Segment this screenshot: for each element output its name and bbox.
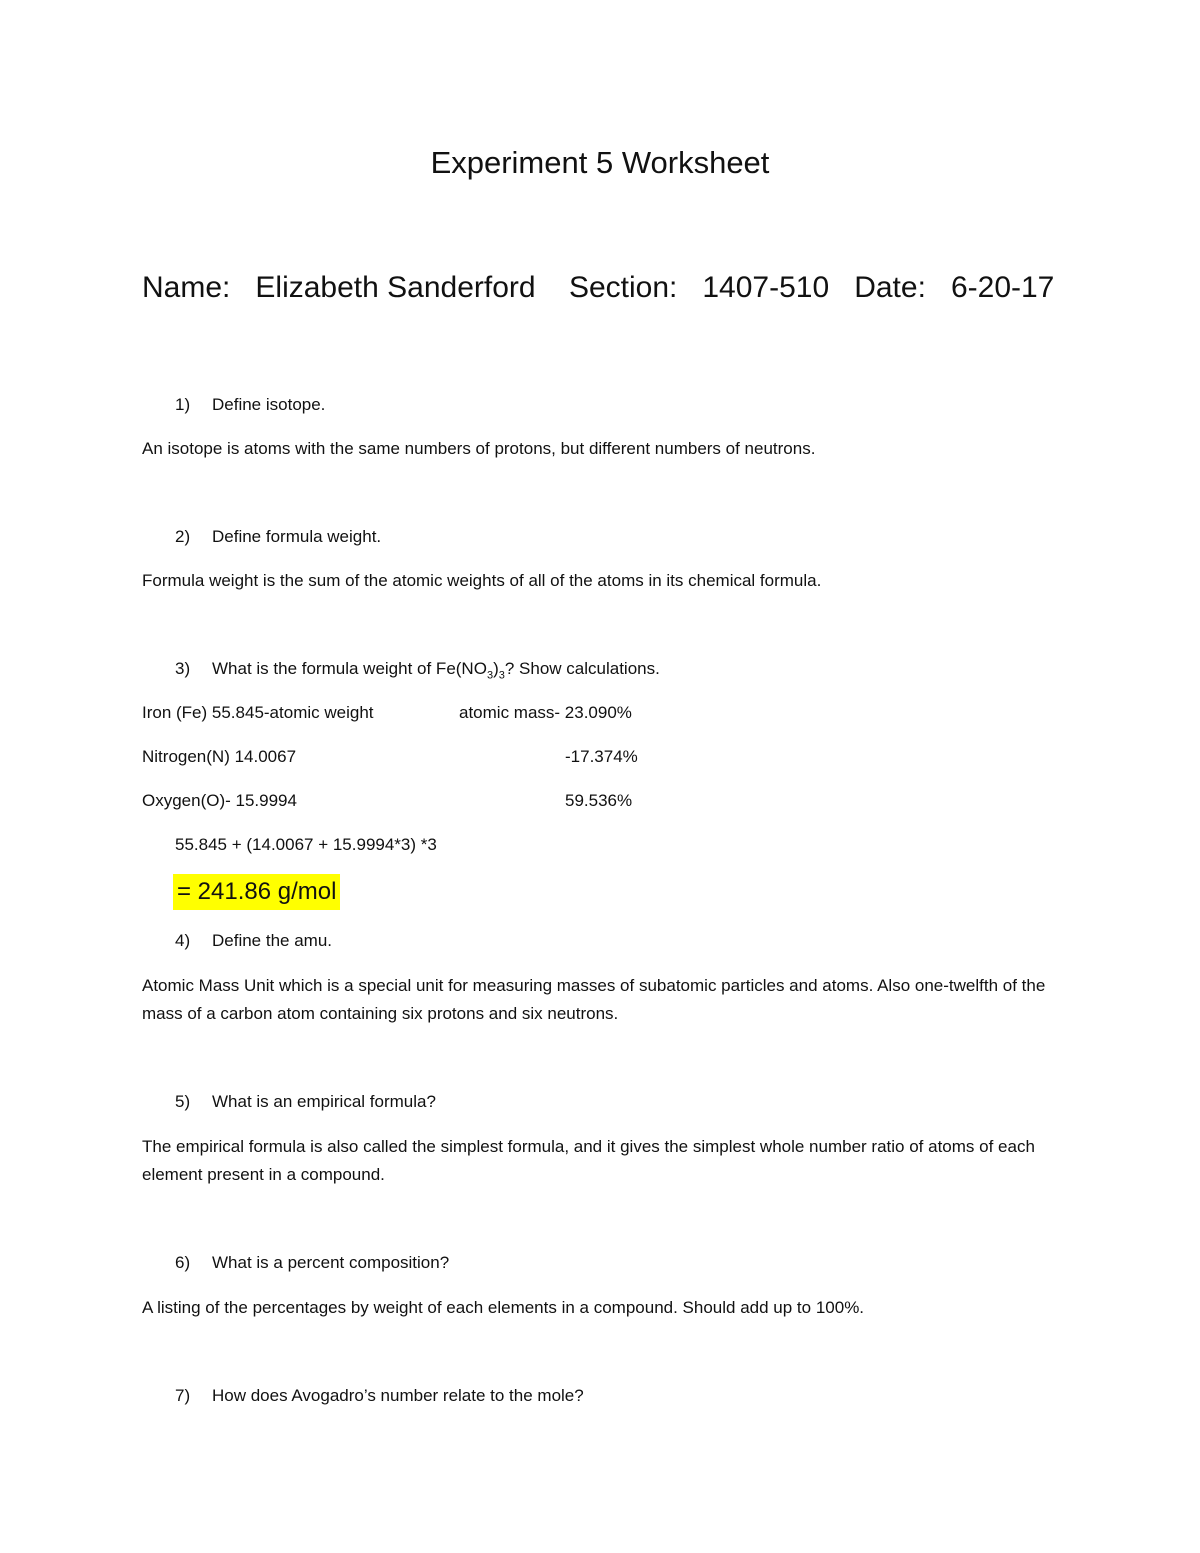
question-number: 4) [175, 931, 191, 950]
name-label: Name: [142, 271, 231, 304]
question-number: 1) [175, 395, 191, 414]
section-value: 1407-510 [702, 271, 830, 304]
answer-5: The empirical formula is also called the simplest formula, and it gives the simplest whole number ratio of atoms of each element present in a compound. [142, 1137, 1035, 1184]
question-text-after: ? Show calculations. [504, 659, 660, 678]
date-label: Date: [854, 271, 926, 304]
iron-row-right: atomic mass- 23.090% [459, 703, 632, 722]
answer-4: Atomic Mass Unit which is a special unit for measuring masses of subatomic particles and atoms. Also one-twelfth of the mass of a carbon atom containing six protons and six neutrons. [142, 976, 1046, 1023]
question-text-before: What is the formula weight of Fe(NO [212, 659, 487, 678]
question-text: Define the amu. [212, 931, 333, 950]
question-5 [175, 1089, 436, 1115]
question-text: What is an empirical formula? [212, 1092, 436, 1111]
nitrogen-row-left: Nitrogen(N) 14.0067 [142, 747, 297, 766]
question-text: How does Avogadro’s number relate to the mole? [212, 1386, 584, 1405]
answer-1: An isotope is atoms with the same numbers of protons, but different numbers of neutrons. [142, 439, 816, 458]
question-6 [175, 1250, 449, 1276]
answer-6: A listing of the percentages by weight of each elements in a compound. Should add up to 100%. [142, 1298, 865, 1317]
question-number: 5) [175, 1092, 191, 1111]
subscript-2: 3 [498, 669, 505, 682]
name-value: Elizabeth Sanderford [255, 271, 536, 304]
question-1 [175, 392, 325, 418]
nitrogen-row-right: -17.374% [565, 747, 638, 766]
question-number: 6) [175, 1253, 191, 1272]
oxygen-row-right: 59.536% [565, 791, 633, 810]
page-title: Experiment 5 Worksheet [430, 145, 770, 180]
question-text: What is a percent composition? [212, 1253, 450, 1272]
question-text-mid: ) [493, 659, 499, 678]
question-4 [175, 928, 332, 954]
student-info-line [142, 268, 1054, 308]
question-3 [175, 656, 660, 682]
oxygen-row-left: Oxygen(O)- 15.9994 [142, 791, 297, 810]
question-text: Define isotope. [212, 395, 326, 414]
iron-row-left: Iron (Fe) 55.845-atomic weight [142, 703, 374, 722]
section-label: Section: [568, 271, 678, 304]
question-2 [175, 524, 381, 550]
question-number: 7) [175, 1386, 191, 1405]
date-value: 6-20-17 [950, 271, 1055, 304]
question-7 [175, 1383, 584, 1409]
question-number: 3) [175, 659, 191, 678]
calculation-result: = 241.86 g/mol [173, 874, 340, 910]
subscript-1: 3 [486, 669, 494, 682]
question-text: Define formula weight. [212, 527, 382, 546]
question-number: 2) [175, 527, 191, 546]
answer-2: Formula weight is the sum of the atomic weights of all of the atoms in its chemical formula. [142, 571, 822, 590]
calculation-expression: 55.845 + (14.0067 + 15.9994*3) *3 [175, 835, 437, 854]
